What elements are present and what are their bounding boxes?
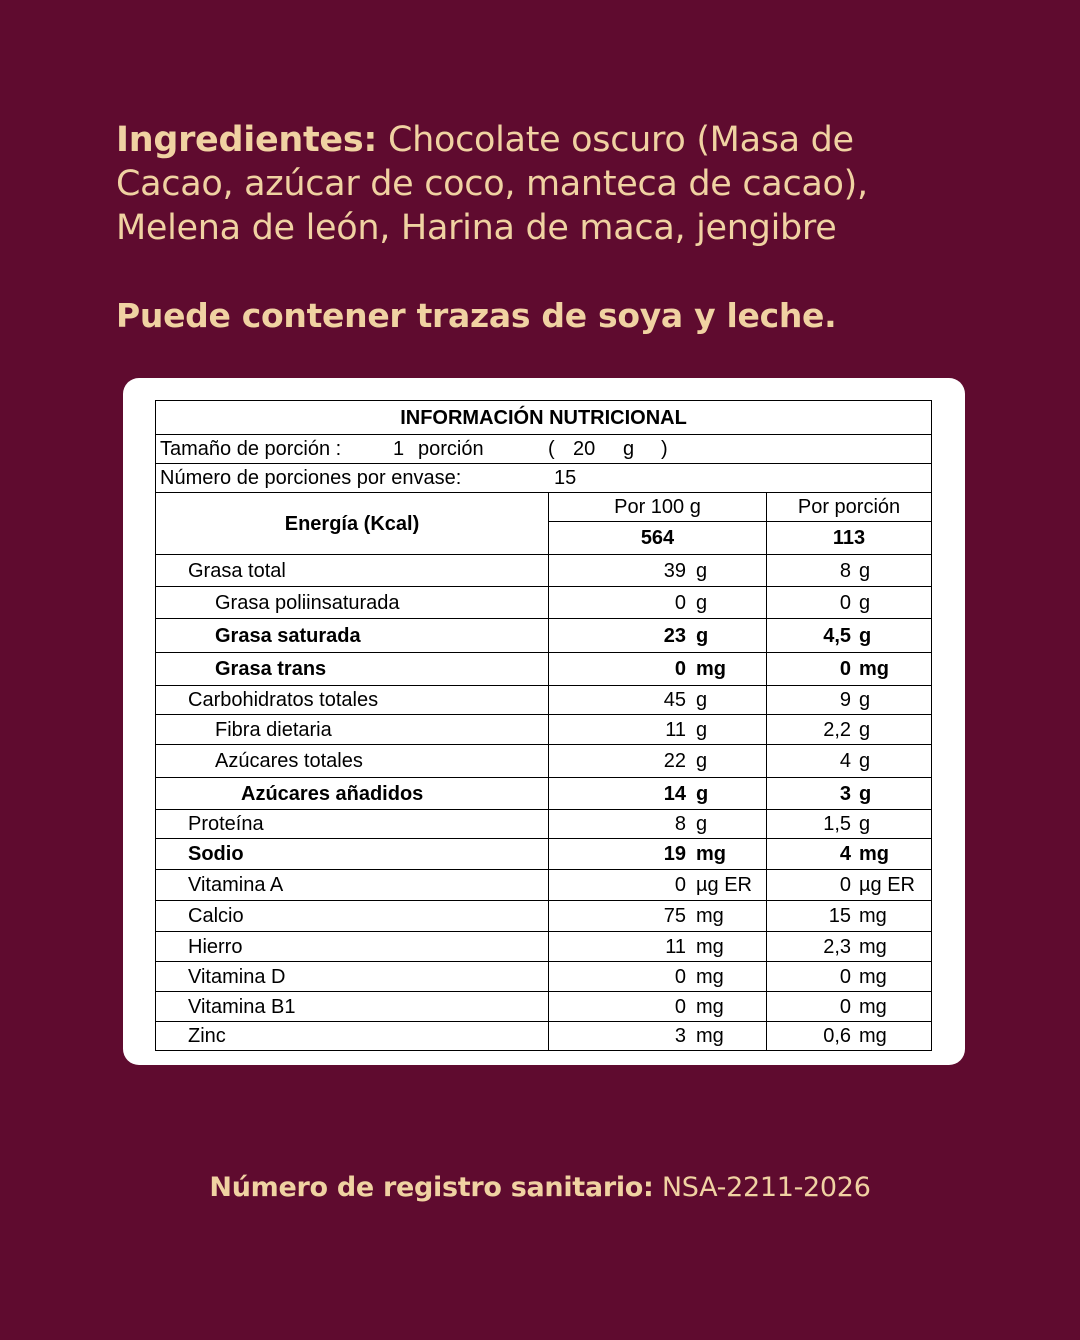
registration-value: NSA-2211-2026 xyxy=(661,1172,871,1203)
nutrient-value-portion xyxy=(767,745,932,778)
unit-100g: g xyxy=(696,591,708,614)
serving-unit: porción xyxy=(418,438,484,460)
nutrient-name: Calcio xyxy=(156,901,549,932)
value-100g: 14 xyxy=(663,782,686,805)
nutrition-facts-table xyxy=(155,400,932,1051)
table-row xyxy=(156,810,932,839)
value-portion: 0 xyxy=(839,591,852,614)
unit-portion: mg xyxy=(859,995,887,1018)
nutrient-name: Grasa total xyxy=(156,555,549,587)
nutrient-value-100g xyxy=(549,619,767,653)
serving-close-paren: ) xyxy=(661,438,668,460)
table-row xyxy=(156,619,932,653)
table-row xyxy=(156,992,932,1022)
value-portion: 0,6 xyxy=(823,1025,852,1047)
nutrient-name: Sodio xyxy=(156,839,549,870)
value-100g: 11 xyxy=(665,718,686,741)
value-portion: 9 xyxy=(839,689,852,711)
unit-portion: mg xyxy=(859,965,887,988)
value-100g: 0 xyxy=(674,995,686,1018)
unit-portion: mg xyxy=(859,658,889,680)
value-portion: 3 xyxy=(839,782,852,805)
nutrient-value-100g xyxy=(549,839,767,870)
value-portion: 2,2 xyxy=(823,718,852,741)
unit-portion: g xyxy=(859,689,871,711)
nutrient-value-100g xyxy=(549,587,767,619)
value-portion: 4 xyxy=(839,843,852,865)
table-row xyxy=(156,745,932,778)
value-100g: 22 xyxy=(663,750,686,772)
nutrient-value-100g xyxy=(549,653,767,686)
nutrient-name: Proteína xyxy=(156,810,549,839)
nutrient-value-portion xyxy=(767,932,932,962)
unit-portion: mg xyxy=(859,843,889,865)
nutrient-value-portion xyxy=(767,839,932,870)
value-portion: 2,3 xyxy=(823,935,852,958)
unit-portion: g xyxy=(859,750,871,772)
nutrient-value-portion xyxy=(767,686,932,715)
nutrient-value-portion xyxy=(767,901,932,932)
nutrient-value-portion xyxy=(767,1022,932,1051)
nutrient-value-100g xyxy=(549,932,767,962)
table-row xyxy=(156,962,932,992)
portions-label: Número de porciones por envase: xyxy=(160,467,462,489)
value-100g: 23 xyxy=(663,624,686,647)
value-100g: 19 xyxy=(663,843,686,865)
nutrition-title: INFORMACIÓN NUTRICIONAL xyxy=(156,401,932,435)
unit-100g: mg xyxy=(696,935,724,958)
unit-100g: g xyxy=(696,624,709,647)
nutrient-name: Zinc xyxy=(156,1022,549,1051)
value-100g: 0 xyxy=(674,658,686,680)
nutrient-value-100g xyxy=(549,778,767,810)
nutrient-value-100g xyxy=(549,1022,767,1051)
unit-100g: mg xyxy=(696,1025,724,1047)
unit-100g: mg xyxy=(696,965,724,988)
ingredients-label: Ingredientes: xyxy=(116,120,378,160)
value-portion: 0 xyxy=(839,658,852,680)
unit-portion: g xyxy=(859,718,871,741)
table-row xyxy=(156,1022,932,1051)
table-row xyxy=(156,778,932,810)
energy-label: Energía (Kcal) xyxy=(156,493,549,555)
value-portion: 4 xyxy=(839,750,852,772)
nutrient-value-portion xyxy=(767,715,932,745)
serving-grams-unit: g xyxy=(623,438,635,460)
ingredients-paragraph xyxy=(116,118,956,250)
value-100g: 39 xyxy=(663,559,686,582)
nutrient-name: Carbohidratos totales xyxy=(156,686,549,715)
col-header-portion: Por porción xyxy=(767,493,932,522)
registration-line xyxy=(0,1172,1080,1203)
nutrient-value-portion xyxy=(767,810,932,839)
value-portion: 8 xyxy=(839,559,852,582)
nutrient-value-portion xyxy=(767,555,932,587)
nutrient-name: Fibra dietaria xyxy=(156,715,549,745)
unit-100g: mg xyxy=(696,905,724,927)
value-100g: 0 xyxy=(674,874,686,896)
nutrient-value-100g xyxy=(549,555,767,587)
unit-portion: g xyxy=(859,591,871,614)
nutrient-name: Grasa poliinsaturada xyxy=(156,587,549,619)
unit-100g: mg xyxy=(696,995,724,1018)
serving-open-paren: ( xyxy=(548,438,555,460)
serving-size-label: Tamaño de porción : xyxy=(160,438,342,460)
value-100g: 11 xyxy=(665,935,686,958)
serving-size-row xyxy=(156,439,931,459)
table-row xyxy=(156,653,932,686)
value-portion: 0 xyxy=(839,995,852,1018)
nutrient-value-portion xyxy=(767,870,932,901)
nutrient-name: Azúcares totales xyxy=(156,745,549,778)
nutrient-value-portion xyxy=(767,619,932,653)
value-100g: 45 xyxy=(663,689,686,711)
table-row xyxy=(156,715,932,745)
nutrient-name: Azúcares añadidos xyxy=(156,778,549,810)
table-row xyxy=(156,870,932,901)
nutrient-name: Vitamina D xyxy=(156,962,549,992)
nutrient-value-100g xyxy=(549,870,767,901)
nutrient-value-100g xyxy=(549,992,767,1022)
nutrient-name: Vitamina B1 xyxy=(156,992,549,1022)
value-portion: 15 xyxy=(828,905,852,927)
nutrient-value-portion xyxy=(767,587,932,619)
unit-portion: g xyxy=(859,813,871,835)
portions-value: 15 xyxy=(554,467,577,489)
unit-portion: mg xyxy=(859,1025,887,1047)
col-header-100g: Por 100 g xyxy=(549,493,767,522)
value-100g: 0 xyxy=(674,965,686,988)
allergen-traces-notice: Puede contener trazas de soya y leche. xyxy=(116,296,837,335)
unit-portion: g xyxy=(859,624,872,647)
value-portion: 1,5 xyxy=(823,813,852,835)
nutrient-name: Vitamina A xyxy=(156,870,549,901)
nutrient-value-100g xyxy=(549,962,767,992)
energy-portion: 113 xyxy=(767,522,932,555)
unit-portion: g xyxy=(859,559,871,582)
serving-grams: 20 xyxy=(573,438,596,460)
unit-100g: g xyxy=(696,750,708,772)
value-100g: 3 xyxy=(674,1025,686,1047)
nutrient-value-100g xyxy=(549,686,767,715)
unit-portion: g xyxy=(859,782,872,805)
serving-qty: 1 xyxy=(393,438,405,460)
unit-100g: g xyxy=(696,782,709,805)
nutrient-value-portion xyxy=(767,778,932,810)
nutrient-value-100g xyxy=(549,745,767,778)
nutrient-name: Grasa trans xyxy=(156,653,549,686)
nutrient-value-100g xyxy=(549,715,767,745)
unit-100g: mg xyxy=(696,843,726,865)
table-row xyxy=(156,839,932,870)
value-100g: 0 xyxy=(674,591,686,614)
unit-portion: µg ER xyxy=(859,874,915,896)
nutrient-value-portion xyxy=(767,992,932,1022)
registration-label: Número de registro sanitario: xyxy=(209,1172,654,1203)
table-row xyxy=(156,932,932,962)
value-portion: 0 xyxy=(839,874,852,896)
table-row xyxy=(156,587,932,619)
unit-100g: g xyxy=(696,689,708,711)
unit-100g: µg ER xyxy=(696,874,752,896)
nutrient-value-100g xyxy=(549,901,767,932)
unit-100g: g xyxy=(696,559,708,582)
portions-row xyxy=(156,468,931,488)
value-portion: 0 xyxy=(839,965,852,988)
nutrient-rows xyxy=(156,555,932,1051)
unit-100g: mg xyxy=(696,658,726,680)
unit-100g: g xyxy=(696,813,708,835)
ingredients-text: Chocolate oscuro (Masa de Cacao, azúcar de coco, manteca de cacao), Melena de león, Harina de maca, jengibre xyxy=(116,120,868,248)
unit-portion: mg xyxy=(859,935,887,958)
nutrient-name: Hierro xyxy=(156,932,549,962)
value-100g: 75 xyxy=(663,905,686,927)
unit-100g: g xyxy=(696,718,708,741)
energy-100g: 564 xyxy=(549,522,767,555)
nutrient-value-portion xyxy=(767,962,932,992)
table-row xyxy=(156,555,932,587)
value-portion: 4,5 xyxy=(823,624,852,647)
unit-portion: mg xyxy=(859,905,887,927)
nutrient-value-portion xyxy=(767,653,932,686)
table-row xyxy=(156,686,932,715)
table-row xyxy=(156,901,932,932)
nutrient-name: Grasa saturada xyxy=(156,619,549,653)
nutrient-value-100g xyxy=(549,810,767,839)
value-100g: 8 xyxy=(674,813,686,835)
